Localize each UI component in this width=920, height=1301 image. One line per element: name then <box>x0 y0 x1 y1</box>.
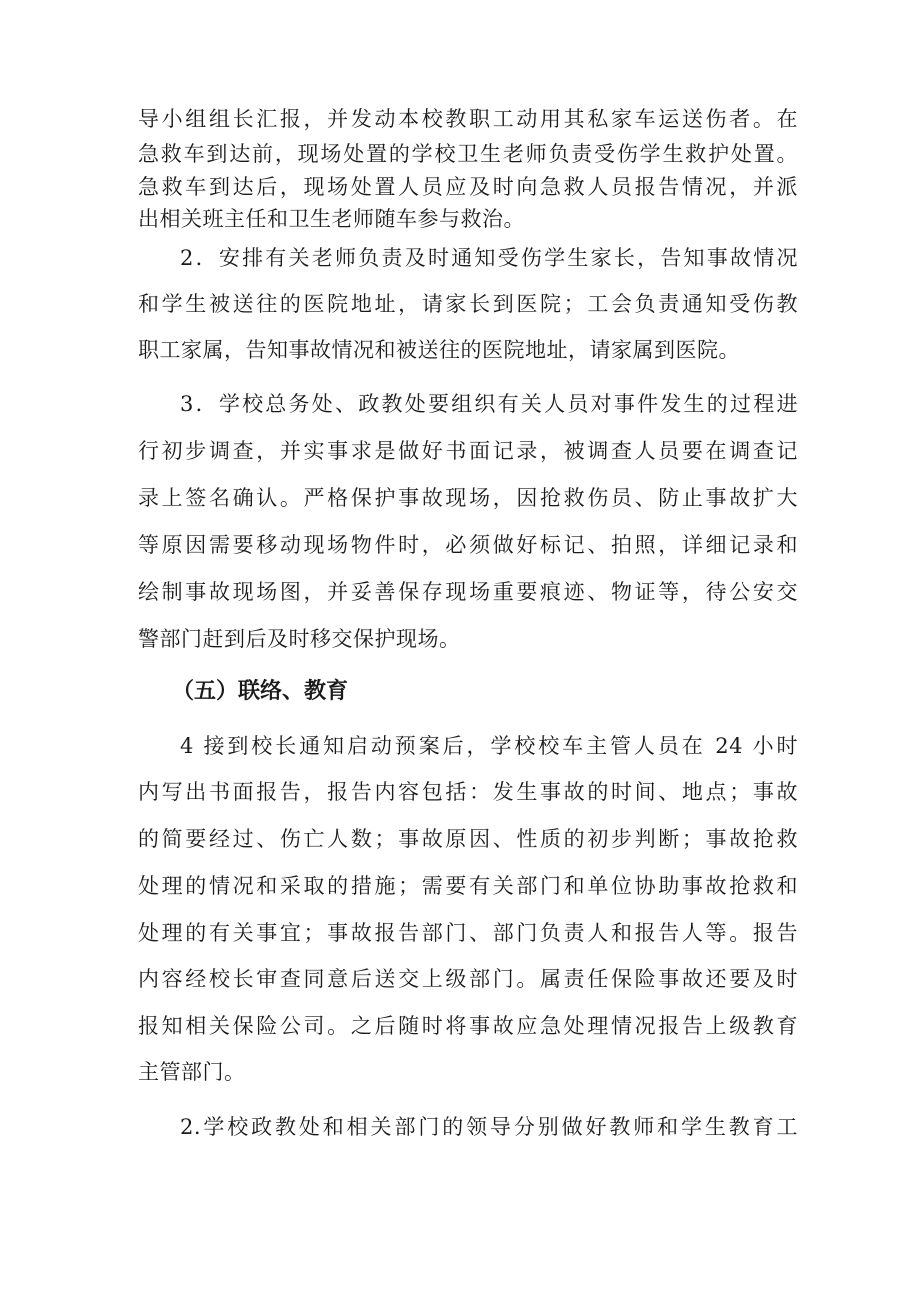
item-2-line-1: 2．安排有关老师负责及时通知受伤学生家长，告知事故情况 <box>180 246 798 270</box>
intro-line-3: 急救车到达后，现场处置人员应及时向急救人员报告情况，并派 <box>138 175 798 199</box>
item-3-line-6: 警部门赶到后及时移交保护现场。 <box>138 627 461 651</box>
intro-line-1: 导小组组长汇报，并发动本校教职工动用其私家车运送伤者。在 <box>138 107 798 131</box>
item-3-line-3: 录上签名确认。严格保护事故现场，因抢救伤员、防止事故扩大 <box>138 486 798 510</box>
item-4-line-5: 处理的有关事宜；事故报告部门、部门负责人和报告人等。报告 <box>138 921 798 945</box>
item-4-line-7: 报知相关保险公司。之后随时将事故应急处理情况报告上级教育 <box>138 1014 798 1038</box>
item-4-line-1: 4 接到校长通知启动预案后，学校校车主管人员在 24 小时 <box>180 734 798 758</box>
item-3-line-4: 等原因需要移动现场物件时，必须做好标记、拍照，详细记录和 <box>138 533 798 557</box>
item-3-line-1: 3．学校总务处、政教处要组织有关人员对事件发生的过程进 <box>180 392 798 416</box>
item-2-line-3: 职工家属，告知事故情况和被送往的医院地址，请家属到医院。 <box>138 338 740 362</box>
item-4-line-8: 主管部门。 <box>138 1060 246 1084</box>
item-4-line-6: 内容经校长审查同意后送交上级部门。属责任保险事故还要及时 <box>138 967 798 991</box>
intro-line-2: 急救车到达前，现场处置的学校卫生老师负责受伤学生救护处置。 <box>138 142 798 166</box>
section-heading: （五）联络、教育 <box>172 679 349 704</box>
item-3-line-5: 绘制事故现场图，并妥善保存现场重要痕迹、物证等，待公安交 <box>138 580 798 604</box>
item-2b-line-1: 2.学校政教处和相关部门的领导分别做好教师和学生教育工 <box>180 1115 798 1139</box>
item-4-line-2: 内写出书面报告，报告内容包括：发生事故的时间、地点；事故 <box>138 780 798 804</box>
item-3-line-2: 行初步调查，并实事求是做好书面记录，被调查人员要在调查记 <box>138 439 798 463</box>
intro-line-4: 出相关班主任和卫生老师随车参与救治。 <box>138 207 525 231</box>
item-4-line-3: 的简要经过、伤亡人数；事故原因、性质的初步判断；事故抢救 <box>138 827 798 851</box>
item-2-line-2: 和学生被送往的医院地址，请家长到医院；工会负责通知受伤教 <box>138 292 798 316</box>
item-4-line-4: 处理的情况和采取的措施；需要有关部门和单位协助事故抢救和 <box>138 874 798 898</box>
